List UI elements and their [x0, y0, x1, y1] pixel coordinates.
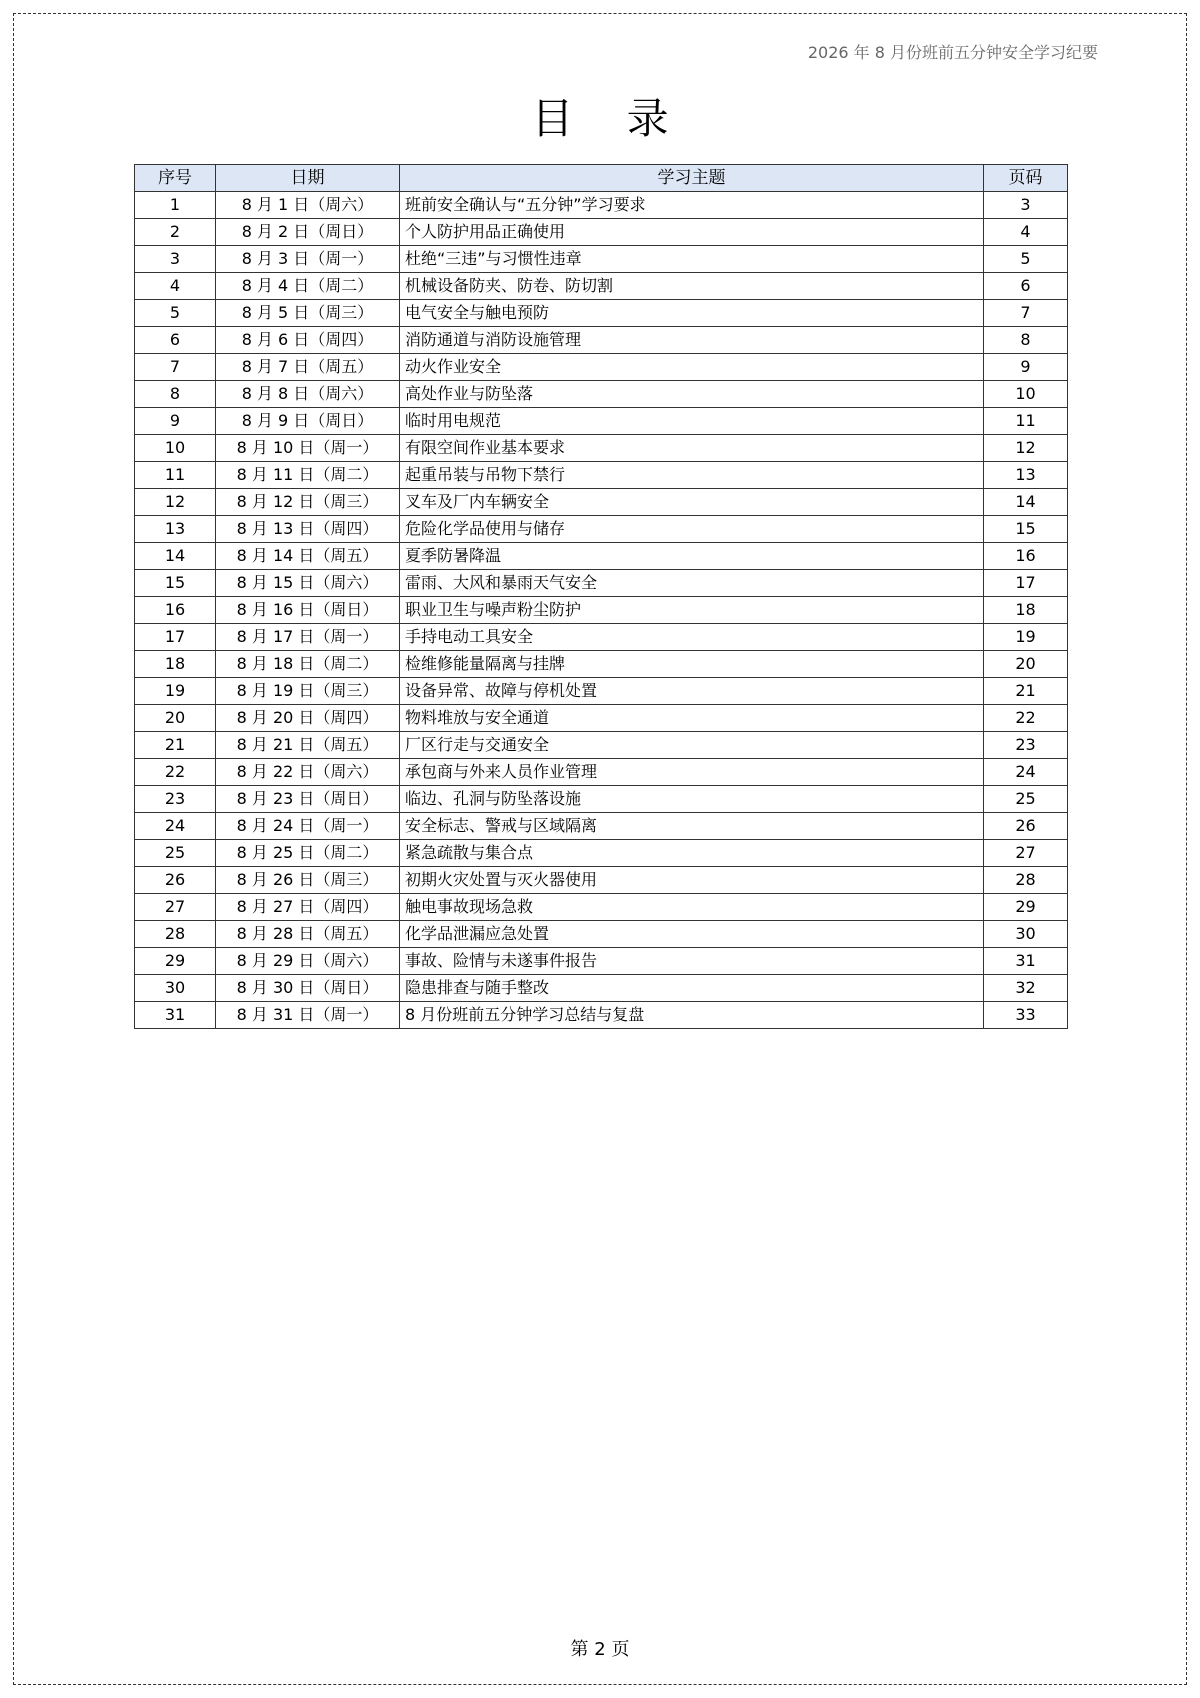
row-date: 8 月 21 日（周五） [216, 732, 400, 759]
row-page: 10 [984, 381, 1068, 408]
page-title: 目 录 [531, 94, 689, 143]
row-page: 30 [984, 921, 1068, 948]
table-row [135, 840, 1068, 867]
toc-table [134, 164, 1068, 1029]
row-date: 8 月 24 日（周一） [216, 813, 400, 840]
table-header-row [135, 165, 1068, 192]
table-row [135, 516, 1068, 543]
row-index: 27 [135, 894, 216, 921]
table-row [135, 1002, 1068, 1029]
table-row [135, 489, 1068, 516]
table-row [135, 300, 1068, 327]
table-row [135, 786, 1068, 813]
row-index: 21 [135, 732, 216, 759]
row-index: 20 [135, 705, 216, 732]
row-topic: 危险化学品使用与储存 [400, 516, 984, 543]
table-row [135, 975, 1068, 1002]
row-date: 8 月 4 日（周二） [216, 273, 400, 300]
row-topic: 杜绝“三违”与习惯性违章 [400, 246, 984, 273]
row-topic: 职业卫生与噪声粉尘防护 [400, 597, 984, 624]
row-index: 29 [135, 948, 216, 975]
row-topic: 隐患排查与随手整改 [400, 975, 984, 1002]
row-page: 25 [984, 786, 1068, 813]
row-date: 8 月 9 日（周日） [216, 408, 400, 435]
row-page: 17 [984, 570, 1068, 597]
table-row [135, 894, 1068, 921]
column-header-date: 日期 [216, 165, 400, 192]
row-index: 7 [135, 354, 216, 381]
row-date: 8 月 23 日（周日） [216, 786, 400, 813]
row-page: 31 [984, 948, 1068, 975]
table-row [135, 570, 1068, 597]
row-index: 8 [135, 381, 216, 408]
row-topic: 检维修能量隔离与挂牌 [400, 651, 984, 678]
table-row [135, 219, 1068, 246]
row-page: 5 [984, 246, 1068, 273]
row-topic: 有限空间作业基本要求 [400, 435, 984, 462]
row-index: 13 [135, 516, 216, 543]
table-row [135, 732, 1068, 759]
row-page: 6 [984, 273, 1068, 300]
row-topic: 8 月份班前五分钟学习总结与复盘 [400, 1002, 984, 1029]
row-date: 8 月 3 日（周一） [216, 246, 400, 273]
row-index: 6 [135, 327, 216, 354]
row-date: 8 月 18 日（周二） [216, 651, 400, 678]
row-topic: 夏季防暑降温 [400, 543, 984, 570]
table-row [135, 867, 1068, 894]
toc-body [135, 192, 1068, 1029]
row-index: 17 [135, 624, 216, 651]
row-page: 27 [984, 840, 1068, 867]
row-index: 31 [135, 1002, 216, 1029]
table-row [135, 435, 1068, 462]
table-row [135, 543, 1068, 570]
table-row [135, 354, 1068, 381]
table-row [135, 921, 1068, 948]
row-date: 8 月 11 日（周二） [216, 462, 400, 489]
row-index: 10 [135, 435, 216, 462]
row-topic: 电气安全与触电预防 [400, 300, 984, 327]
row-date: 8 月 28 日（周五） [216, 921, 400, 948]
row-page: 14 [984, 489, 1068, 516]
table-row [135, 678, 1068, 705]
row-date: 8 月 12 日（周三） [216, 489, 400, 516]
row-date: 8 月 8 日（周六） [216, 381, 400, 408]
row-page: 28 [984, 867, 1068, 894]
row-date: 8 月 7 日（周五） [216, 354, 400, 381]
table-row [135, 246, 1068, 273]
row-date: 8 月 6 日（周四） [216, 327, 400, 354]
row-page: 13 [984, 462, 1068, 489]
row-page: 4 [984, 219, 1068, 246]
row-topic: 雷雨、大风和暴雨天气安全 [400, 570, 984, 597]
row-date: 8 月 2 日（周日） [216, 219, 400, 246]
row-page: 23 [984, 732, 1068, 759]
row-topic: 临边、孔洞与防坠落设施 [400, 786, 984, 813]
row-index: 26 [135, 867, 216, 894]
row-topic: 紧急疏散与集合点 [400, 840, 984, 867]
row-date: 8 月 30 日（周日） [216, 975, 400, 1002]
row-index: 2 [135, 219, 216, 246]
row-topic: 化学品泄漏应急处置 [400, 921, 984, 948]
row-topic: 初期火灾处置与灭火器使用 [400, 867, 984, 894]
row-index: 24 [135, 813, 216, 840]
row-index: 16 [135, 597, 216, 624]
row-index: 19 [135, 678, 216, 705]
row-topic: 叉车及厂内车辆安全 [400, 489, 984, 516]
row-date: 8 月 22 日（周六） [216, 759, 400, 786]
row-page: 26 [984, 813, 1068, 840]
row-date: 8 月 31 日（周一） [216, 1002, 400, 1029]
row-date: 8 月 19 日（周三） [216, 678, 400, 705]
row-page: 9 [984, 354, 1068, 381]
row-date: 8 月 27 日（周四） [216, 894, 400, 921]
table-row [135, 381, 1068, 408]
row-page: 19 [984, 624, 1068, 651]
row-date: 8 月 20 日（周四） [216, 705, 400, 732]
table-row [135, 273, 1068, 300]
table-row [135, 462, 1068, 489]
table-row [135, 948, 1068, 975]
running-header: 2026 年 8 月份班前五分钟安全学习纪要 [807, 43, 1098, 62]
row-date: 8 月 14 日（周五） [216, 543, 400, 570]
row-index: 11 [135, 462, 216, 489]
row-page: 3 [984, 192, 1068, 219]
row-index: 12 [135, 489, 216, 516]
row-date: 8 月 16 日（周日） [216, 597, 400, 624]
row-index: 1 [135, 192, 216, 219]
row-index: 28 [135, 921, 216, 948]
page-number: 第 2 页 [570, 1639, 630, 1660]
row-index: 23 [135, 786, 216, 813]
row-page: 29 [984, 894, 1068, 921]
table-row [135, 759, 1068, 786]
row-page: 32 [984, 975, 1068, 1002]
row-index: 18 [135, 651, 216, 678]
row-date: 8 月 25 日（周二） [216, 840, 400, 867]
row-topic: 班前安全确认与“五分钟”学习要求 [400, 192, 984, 219]
row-topic: 物料堆放与安全通道 [400, 705, 984, 732]
row-topic: 事故、险情与未遂事件报告 [400, 948, 984, 975]
row-index: 5 [135, 300, 216, 327]
row-topic: 安全标志、警戒与区域隔离 [400, 813, 984, 840]
row-topic: 承包商与外来人员作业管理 [400, 759, 984, 786]
row-date: 8 月 13 日（周四） [216, 516, 400, 543]
column-header-page: 页码 [984, 165, 1068, 192]
table-row [135, 624, 1068, 651]
row-index: 30 [135, 975, 216, 1002]
table-row [135, 192, 1068, 219]
row-page: 16 [984, 543, 1068, 570]
row-date: 8 月 17 日（周一） [216, 624, 400, 651]
row-page: 15 [984, 516, 1068, 543]
row-date: 8 月 15 日（周六） [216, 570, 400, 597]
table-row [135, 813, 1068, 840]
table-row [135, 408, 1068, 435]
row-topic: 高处作业与防坠落 [400, 381, 984, 408]
row-index: 15 [135, 570, 216, 597]
row-page: 20 [984, 651, 1068, 678]
row-topic: 起重吊装与吊物下禁行 [400, 462, 984, 489]
row-topic: 手持电动工具安全 [400, 624, 984, 651]
row-date: 8 月 1 日（周六） [216, 192, 400, 219]
row-topic: 个人防护用品正确使用 [400, 219, 984, 246]
row-topic: 触电事故现场急救 [400, 894, 984, 921]
row-page: 33 [984, 1002, 1068, 1029]
row-topic: 消防通道与消防设施管理 [400, 327, 984, 354]
row-page: 21 [984, 678, 1068, 705]
row-index: 14 [135, 543, 216, 570]
row-page: 18 [984, 597, 1068, 624]
row-date: 8 月 29 日（周六） [216, 948, 400, 975]
row-index: 9 [135, 408, 216, 435]
row-topic: 厂区行走与交通安全 [400, 732, 984, 759]
row-index: 22 [135, 759, 216, 786]
row-page: 11 [984, 408, 1068, 435]
row-page: 12 [984, 435, 1068, 462]
row-date: 8 月 10 日（周一） [216, 435, 400, 462]
row-index: 3 [135, 246, 216, 273]
row-page: 7 [984, 300, 1068, 327]
column-header-index: 序号 [135, 165, 216, 192]
row-date: 8 月 26 日（周三） [216, 867, 400, 894]
table-row [135, 597, 1068, 624]
row-page: 22 [984, 705, 1068, 732]
table-row [135, 327, 1068, 354]
row-topic: 设备异常、故障与停机处置 [400, 678, 984, 705]
row-page: 24 [984, 759, 1068, 786]
row-index: 4 [135, 273, 216, 300]
row-index: 25 [135, 840, 216, 867]
table-row [135, 705, 1068, 732]
row-topic: 动火作业安全 [400, 354, 984, 381]
row-topic: 临时用电规范 [400, 408, 984, 435]
table-row [135, 651, 1068, 678]
row-page: 8 [984, 327, 1068, 354]
row-topic: 机械设备防夹、防卷、防切割 [400, 273, 984, 300]
column-header-topic: 学习主题 [400, 165, 984, 192]
row-date: 8 月 5 日（周三） [216, 300, 400, 327]
